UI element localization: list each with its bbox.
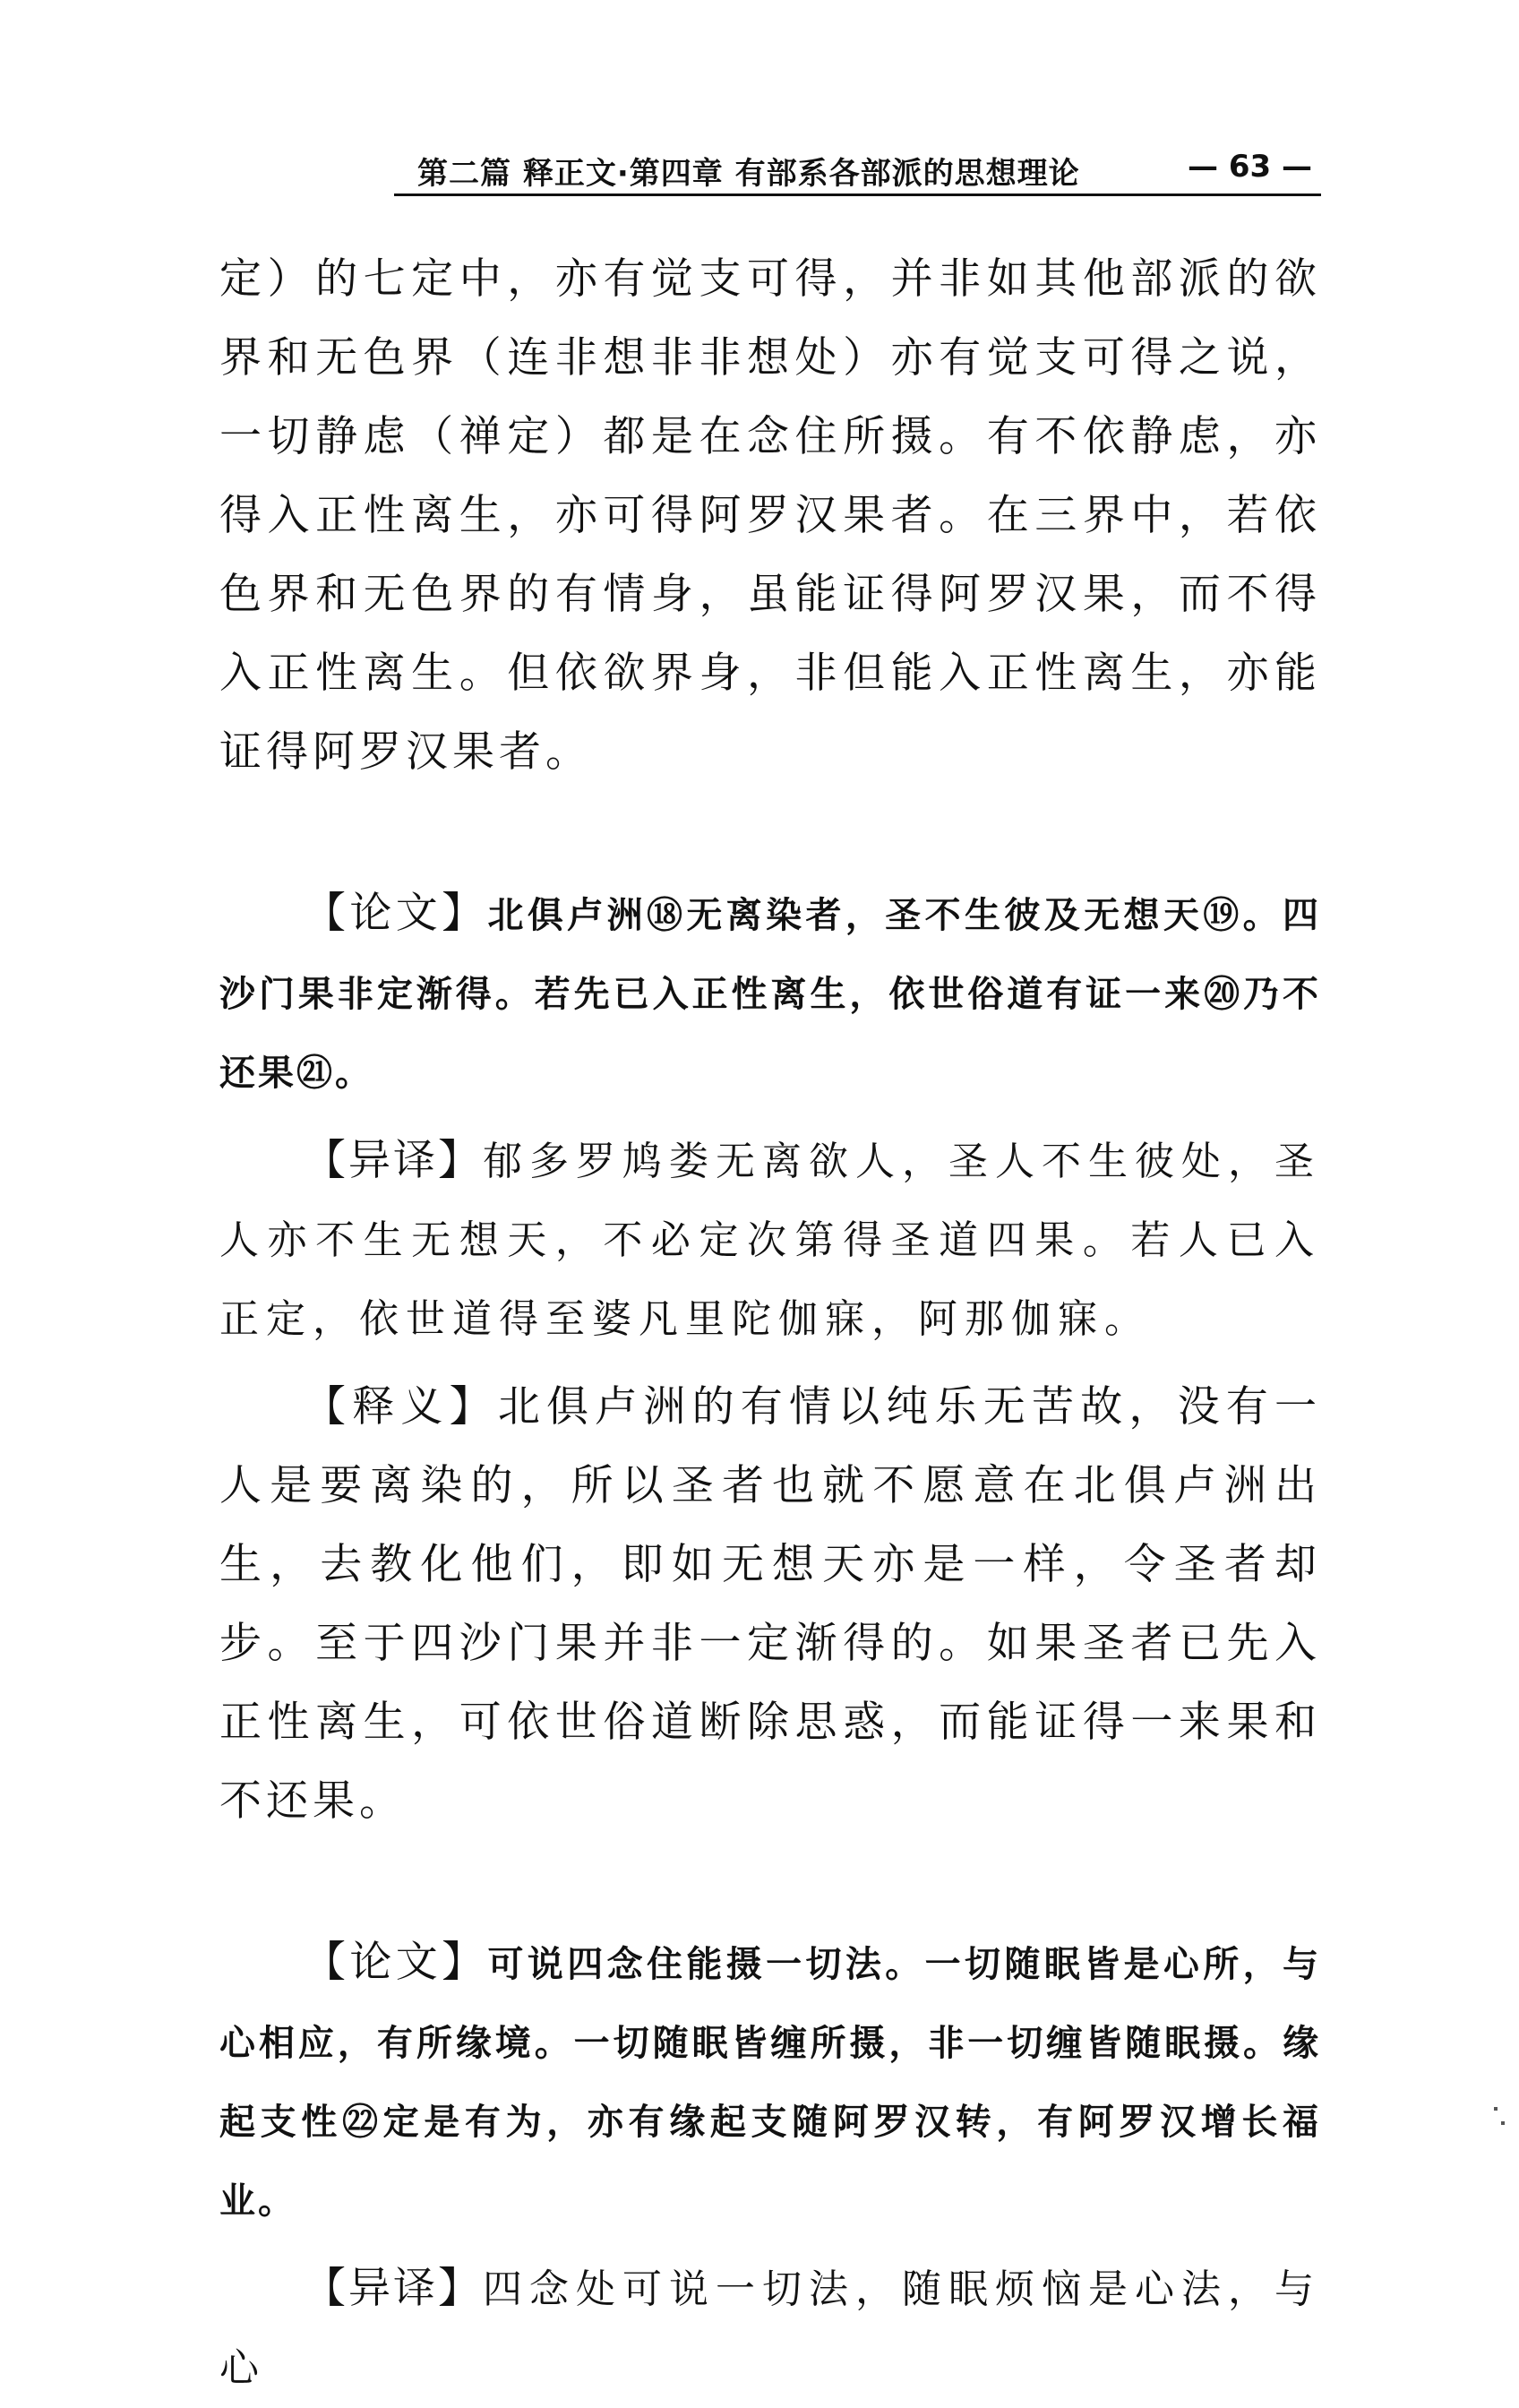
shiyi-tag: 【释义】: [304, 1382, 498, 1432]
scan-speck: [1501, 2121, 1505, 2125]
section-gap: [219, 792, 1321, 874]
yiyi-text: 郁多罗鸠娄无离欲人，圣人不生彼处，圣人亦不生无想天，不必定次第得圣道四果。若人已入正定，依世道得至婆凡里陀伽寐，阿那伽寐。: [219, 1139, 1321, 1342]
paragraph-continuation: 定）的七定中，亦有觉支可得，并非如其他部派的欲界和无色界（连非想非非想处）亦有觉支可得之说，一切静虑（禅定）都是在念住所摄。有不依静虑，亦得入正性离生，亦可得阿罗汉果者。在三界中，若依色界和无色界的有情身，虽能证得阿罗汉果，而不得入正性离生。但依欲界身，非但能入正性离生，亦能证得阿罗汉果者。: [219, 254, 1321, 777]
running-header: [394, 143, 1321, 196]
section-gap: [219, 1841, 1321, 1923]
lunwen-tag: 【论文】: [304, 1938, 488, 1987]
yiyi-tag: 【异译】: [304, 2264, 483, 2313]
shiyi-text: 北俱卢洲的有情以纯乐无苦故，没有一人是要离染的，所以圣者也就不愿意在北俱卢洲出生，去教化他们，即如无想天亦是一样，令圣者却步。至于四沙门果并非一定渐得的。如果圣者已先入正性离生，可依世俗道断除思惑，而能证得一来果和不还果。: [219, 1382, 1322, 1826]
lunwen-text: 北俱卢洲⑱无离染者，圣不生彼及无想天⑲。四沙门果非定渐得。若先已入正性离生，依世俗道有证一来⑳乃不还果㉑。: [219, 895, 1321, 1094]
lunwen-paragraph: [219, 1923, 1321, 2240]
shiyi-paragraph: [219, 1368, 1321, 1841]
running-title: 第二篇 释正文·第四章 有部系各部派的思想理论: [417, 156, 1080, 192]
yiyi-paragraph: [219, 1122, 1321, 1359]
scan-speck: [1494, 2107, 1498, 2111]
yiyi-tag: 【异译】: [304, 1136, 483, 1185]
lunwen-tag: 【论文】: [304, 889, 488, 938]
lunwen-text: 可说四念住能摄一切法。一切随眠皆是心所，与心相应，有所缘境。一切随眠皆缠所摄，非一切缠皆随眠摄。缘起支性㉒定是有为，亦有缘起支随阿罗汉转，有阿罗汉增长福业。: [219, 1944, 1321, 2222]
yiyi-paragraph: [219, 2249, 1321, 2408]
lunwen-paragraph: [219, 874, 1321, 1113]
page-body: [219, 240, 1321, 2408]
yiyi-text: 四念处可说一切法，随眠烦恼是心法，与心: [219, 2266, 1321, 2391]
page-number: — 63 —: [1188, 149, 1312, 185]
